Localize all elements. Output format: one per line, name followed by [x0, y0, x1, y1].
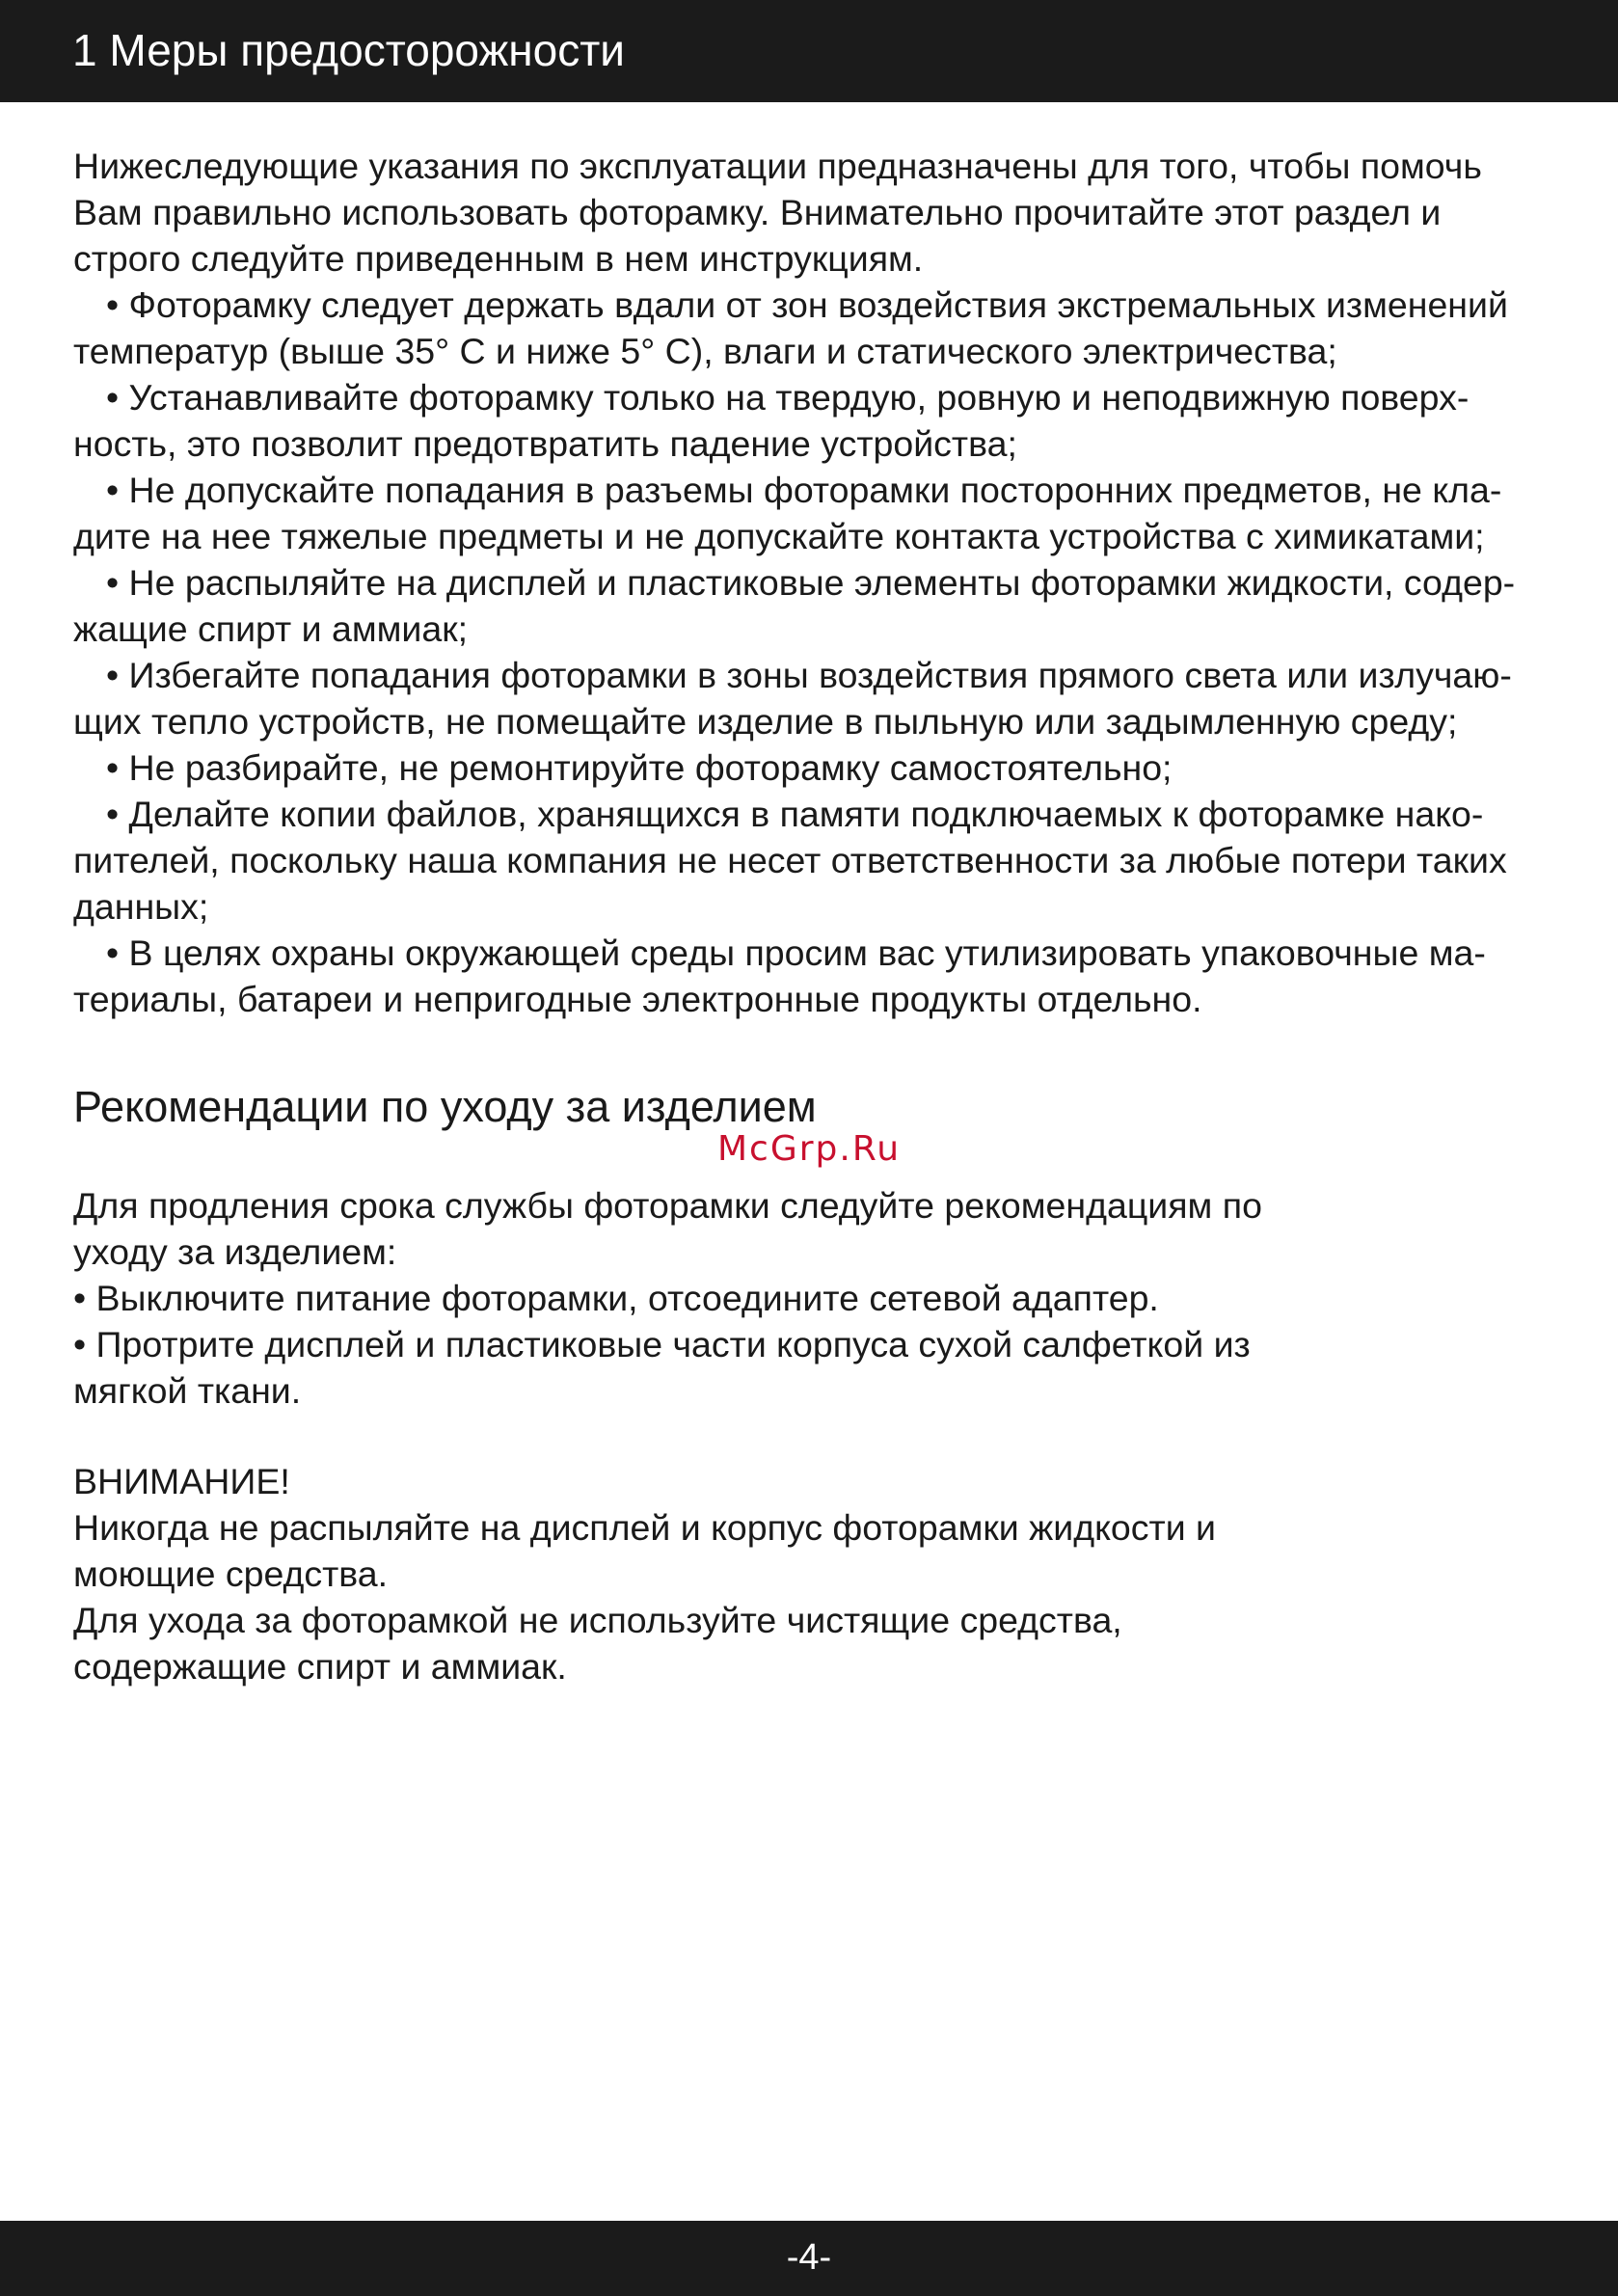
footer-bar	[0, 2221, 1618, 2296]
bullet-continuation: дите на нее тяжелые предметы и не допускайте контакта устройства с химикатами;	[73, 516, 1485, 556]
care-section	[73, 1182, 1520, 1414]
header-bar	[0, 0, 1618, 102]
care-line: уходу за изделием:	[73, 1231, 397, 1272]
bullet-continuation: териалы, батареи и непригодные электронные продукты отдельно.	[73, 979, 1202, 1019]
watermark: McGrp.Ru	[717, 1129, 902, 1169]
care-line: Для продления срока службы фоторамки следуйте рекомендациям по	[73, 1185, 1262, 1226]
bullet-line: • Не распыляйте на дисплей и пластиковые элементы фоторамки жидкости, содер-	[106, 562, 1516, 603]
bullet-continuation: щих тепло устройств, не помещайте изделие в пыльную или задымленную среду;	[73, 701, 1458, 742]
page-title: 1 Меры предосторожности	[72, 25, 626, 75]
warning-line: содержащие спирт и аммиак.	[73, 1646, 567, 1687]
bullet-line: • Фоторамку следует держать вдали от зон воздействия экстремальных изменений	[106, 284, 1508, 325]
warning-line: моющие средства.	[73, 1553, 389, 1594]
care-line: мягкой ткани.	[73, 1370, 302, 1411]
care-bullet: • Выключите питание фоторамки, отсоедините сетевой адаптер.	[73, 1278, 1159, 1318]
warning-section	[73, 1458, 1520, 1689]
bullet-continuation: жащие спирт и аммиак;	[73, 608, 469, 649]
warning-line: Для ухода за фоторамкой не используйте чистящие средства,	[73, 1600, 1122, 1640]
intro-line: строго следуйте приведенным в нем инструкциям.	[73, 238, 924, 279]
bullet-line: • Не разбирайте, не ремонтируйте фоторамку самостоятельно;	[106, 747, 1173, 788]
bullet-continuation: данных;	[73, 886, 209, 927]
bullet-line: • Избегайте попадания фоторамки в зоны воздействия прямого света или излучаю-	[106, 655, 1512, 695]
bullet-continuation: ность, это позволит предотвратить падение устройства;	[73, 423, 1017, 464]
care-bullet: • Протрите дисплей и пластиковые части корпуса сухой салфеткой из	[73, 1324, 1251, 1364]
bullet-continuation: температур (выше 35° С и ниже 5° С), влаги и статического электричества;	[73, 331, 1337, 371]
intro-line: Нижеследующие указания по эксплуатации предназначены для того, чтобы помочь	[73, 146, 1482, 186]
care-section-heading: Рекомендации по уходу за изделием	[73, 1082, 817, 1131]
bullet-continuation: пителей, поскольку наша компания не несет ответственности за любые потери таких	[73, 840, 1507, 880]
bullet-line: • В целях охраны окружающей среды просим вас утилизировать упаковочные ма-	[106, 932, 1486, 973]
bullet-line: • Делайте копии файлов, хранящихся в памяти подключаемых к фоторамке нако-	[106, 794, 1484, 834]
warning-line: Никогда не распыляйте на дисплей и корпус фоторамки жидкости и	[73, 1507, 1217, 1548]
bullet-line: • Не допускайте попадания в разъемы фоторамки посторонних предметов, не кла-	[106, 470, 1502, 510]
precautions-section	[73, 143, 1616, 1022]
intro-line: Вам правильно использовать фоторамку. Внимательно прочитайте этот раздел и	[73, 192, 1442, 232]
warning-title: ВНИМАНИЕ!	[73, 1461, 290, 1501]
page-number: -4-	[786, 2237, 832, 2278]
bullet-line: • Устанавливайте фоторамку только на твердую, ровную и неподвижную поверх-	[106, 377, 1470, 418]
